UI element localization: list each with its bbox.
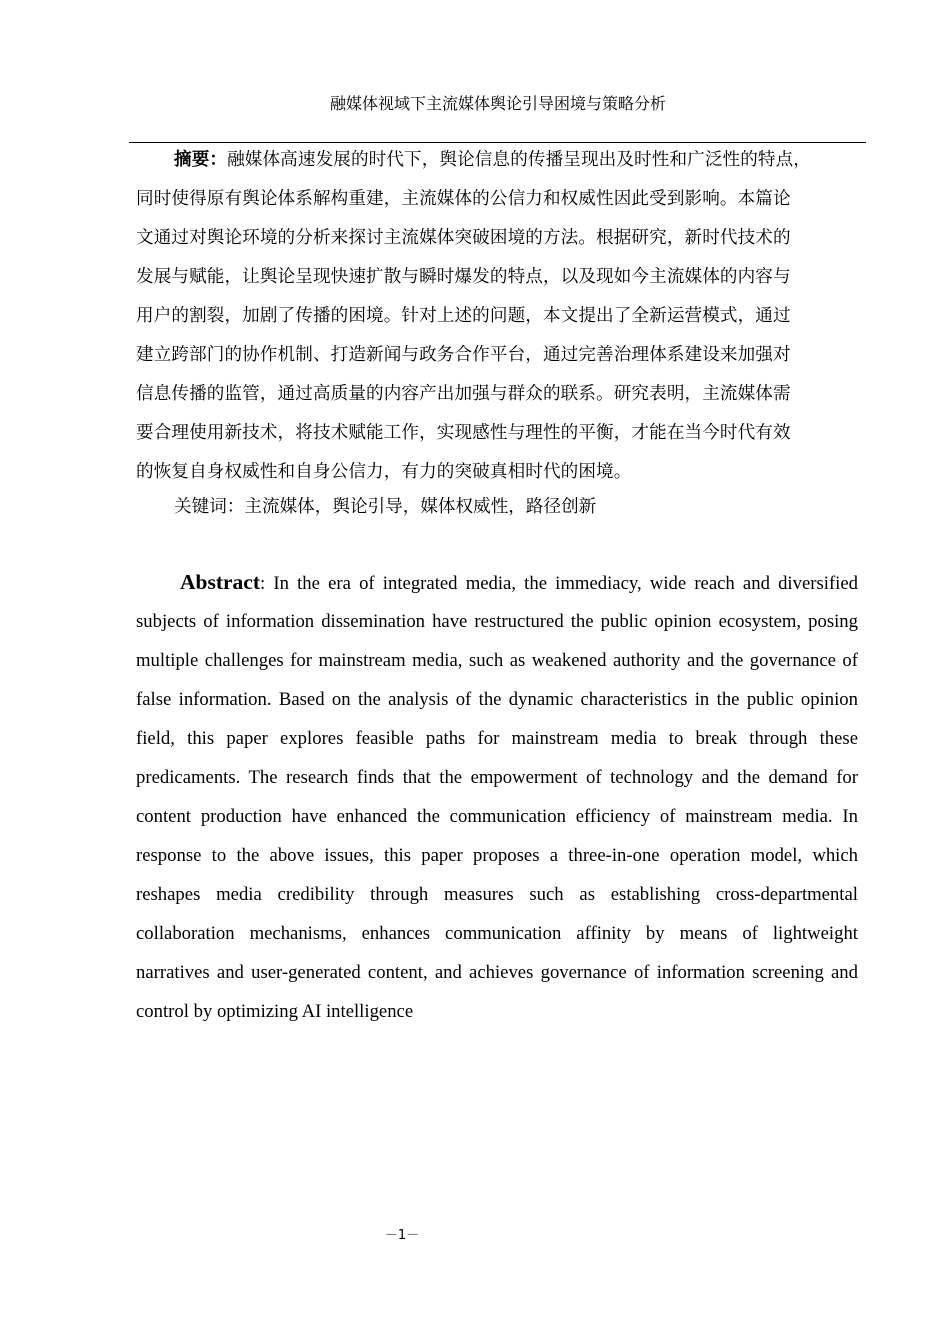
english-abstract-line: false information. Based on the analysis of the dynamic characteristics in the public opinion: [136, 689, 858, 710]
english-abstract-line: multiple challenges for mainstream media, such as weakened authority and the governance of: [136, 650, 858, 671]
english-abstract-line: subjects of information dissemination have restructured the public opinion ecosystem, posing: [136, 611, 858, 632]
english-abstract-line: content production have enhanced the communication efficiency of mainstream media. In: [136, 806, 858, 827]
english-abstract-line: reshapes media credibility through measures such as establishing cross-departmental: [136, 884, 858, 905]
chinese-abstract-line: 用户的割裂，加剧了传播的困境。针对上述的问题，本文提出了全新运营模式，通过: [136, 306, 791, 326]
english-abstract-line: control by optimizing AI intelligence: [136, 1001, 414, 1022]
english-abstract: [136, 563, 858, 1031]
keywords-label: 关键词：: [174, 497, 245, 517]
english-abstract-line: field, this paper explores feasible paths for mainstream media to break through these: [136, 728, 858, 749]
chinese-abstract-line: 要合理使用新技术，将技术赋能工作，实现感性与理性的平衡，才能在当今时代有效: [136, 423, 791, 443]
english-abstract-line: Abstract: In the era of integrated media, the immediacy, wide reach and diversified: [180, 570, 858, 594]
keywords-text: 主流媒体，舆论引导，媒体权威性，路径创新: [244, 497, 597, 517]
chinese-abstract: [136, 141, 858, 492]
english-abstract-label: Abstract: [180, 570, 261, 594]
running-header-title: 融媒体视域下主流媒体舆论引导困境与策略分析: [329, 94, 666, 113]
chinese-abstract-line: 的恢复自身权威性和自身公信力，有力的突破真相时代的困境。: [136, 462, 632, 482]
chinese-abstract-line: 建立跨部门的协作机制、打造新闻与政务合作平台，通过完善治理体系建设来加强对: [136, 345, 791, 365]
chinese-abstract-line: 摘要：融媒体高速发展的时代下，舆论信息的传播呈现出及时性和广泛性的特点，: [174, 150, 811, 170]
keywords: [174, 490, 596, 524]
page-number: －1－: [384, 1228, 420, 1243]
english-abstract-line: response to the above issues, this paper proposes a three-in-one operation model, which: [136, 845, 858, 866]
chinese-abstract-line: 文通过对舆论环境的分析来探讨主流媒体突破困境的方法。根据研究，新时代技术的: [136, 228, 791, 248]
chinese-abstract-line: 信息传播的监管，通过高质量的内容产出加强与群众的联系。研究表明，主流媒体需: [136, 384, 791, 404]
chinese-abstract-line: 发展与赋能，让舆论呈现快速扩散与瞬时爆发的特点，以及现如今主流媒体的内容与: [136, 267, 791, 287]
english-abstract-line: narratives and user-generated content, and achieves governance of information screening and: [136, 962, 858, 983]
english-abstract-line: predicaments. The research finds that the empowerment of technology and the demand for: [136, 767, 858, 788]
english-abstract-line: collaboration mechanisms, enhances communication affinity by means of lightweight: [136, 923, 858, 944]
chinese-abstract-label: 摘要：: [174, 150, 228, 170]
chinese-abstract-line: 同时使得原有舆论体系解构重建，主流媒体的公信力和权威性因此受到影响。本篇论: [136, 189, 791, 209]
